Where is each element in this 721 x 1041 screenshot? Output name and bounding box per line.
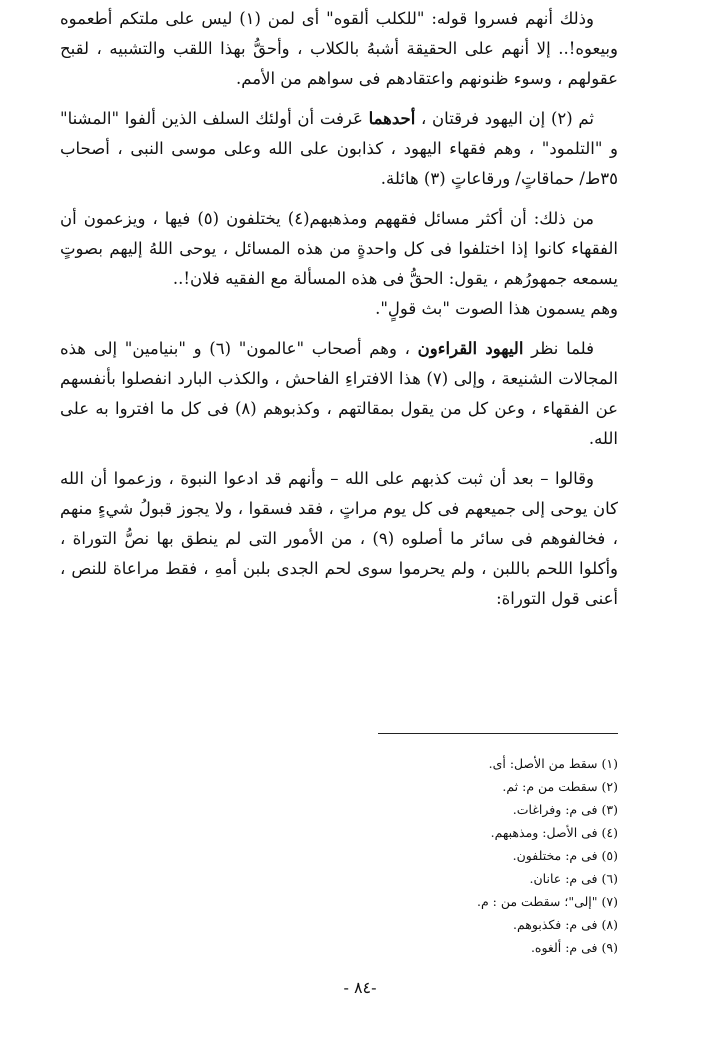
- text-segment: ، وهم أصحاب "عالمون" (٦) و "بنيامين" إلى هذه المجالات الشنيعة ، وإلى (٧) هذا الافتراءِ الفاحش ، والكذب البارد انفصلوا بأنفسهم عن الفقهاء ، وعن كل من يقول بمقالتهم ، وكذبوهم (٨) فى كل ما افتروا به على الله.: [60, 339, 618, 448]
- text-segment: فلما نظر: [523, 339, 595, 358]
- footnote-item: (١) سقط من الأصل: أى.: [488, 756, 618, 771]
- text-segment: ثم (٢) إن اليهود فرقتان ،: [415, 109, 595, 128]
- text-segment: عَرفت أن أولئك السلف الذين ألفوا "المشنا" و "التلمود" ، وهم فقهاء اليهود ، كذابون على الله وعلى موسى النبى ، أصحاب ٣٥ط/ حماقاتٍ/ ورقاعاتٍ (٣) هائلة.: [60, 109, 618, 188]
- paragraph-p4: [60, 294, 618, 324]
- footnote-item: (٣) فى م: وفراغات.: [512, 802, 618, 817]
- paragraph-p3: [60, 204, 618, 294]
- paragraph-p5: [60, 334, 618, 454]
- text-segment: وهم يسمون هذا الصوت "بث قولٍ".: [375, 299, 618, 318]
- bold-term: أحدهما: [368, 109, 416, 128]
- bold-term: اليهود القراءون: [417, 339, 524, 358]
- footnote-item: (٥) فى م: مختلفون.: [512, 848, 618, 863]
- footnote-divider: [378, 733, 618, 734]
- footnotes-list: [200, 752, 618, 959]
- footnote-item: (٤) فى الأصل: ومذهبهم.: [490, 825, 618, 840]
- text-segment: من ذلك: أن أكثر مسائل فقههم ومذهبهم(٤) يختلفون (٥) فيها ، ويزعمون أن الفقهاء كانوا إذا اختلفوا فى كل واحدةٍ من هذه المسائل ، يوحى اللهُ إليهم بصوتٍ يسمعه جمهورُهم ، يقول: الحقُّ فى هذه المسألة مع الفقيه فلان!..: [60, 209, 618, 288]
- paragraph-p1: [60, 4, 618, 94]
- paragraph-p2: [60, 104, 618, 194]
- page-number: -٨٤ -: [343, 978, 377, 997]
- footnote-item: (٢) سقطت من م: ثم.: [502, 779, 618, 794]
- paragraph-p6: [60, 464, 618, 614]
- main-text: [60, 4, 618, 624]
- footnote-item: (٦) فى م: عانان.: [529, 871, 618, 886]
- footnote-item: (٩) فى م: ألغوه.: [530, 940, 618, 955]
- text-segment: وقالوا – بعد أن ثبت كذبهم على الله – وأنهم قد ادعوا النبوة ، وزعموا أن الله كان يوحى إلى جميعهم فى كل يوم مراتٍ ، فقد فسقوا ، ولا يجوز قبولُ شيءٍ منهم ، فخالفوهم فى سائر ما أصلوه (٩) ، من الأمور التى لم ينطق بها نصُّ التوراة ، وأكلوا اللحم باللبن ، ولم يحرموا سوى لحم الجدى بلبن أمهِ ، فقط مراعاة للنص ، أعنى قول التوراة:: [60, 469, 618, 608]
- text-segment: وذلك أنهم فسروا قوله: "للكلب ألقوه" أى لمن (١) ليس على ملتكم أطعموه وبيعوه!.. إلا أنهم على الحقيقة أشبهُ بالكلاب ، وأحقُّ بهذا اللقب والتشبيه ، لقبح عقولهم ، وسوء ظنونهم واعتقادهم فى سواهم من الأمم.: [60, 9, 618, 88]
- footnote-item: (٨) فى م: فكذبوهم.: [512, 917, 618, 932]
- footnote-item: (٧) "إلى"؛ سقطت من : م.: [477, 894, 618, 909]
